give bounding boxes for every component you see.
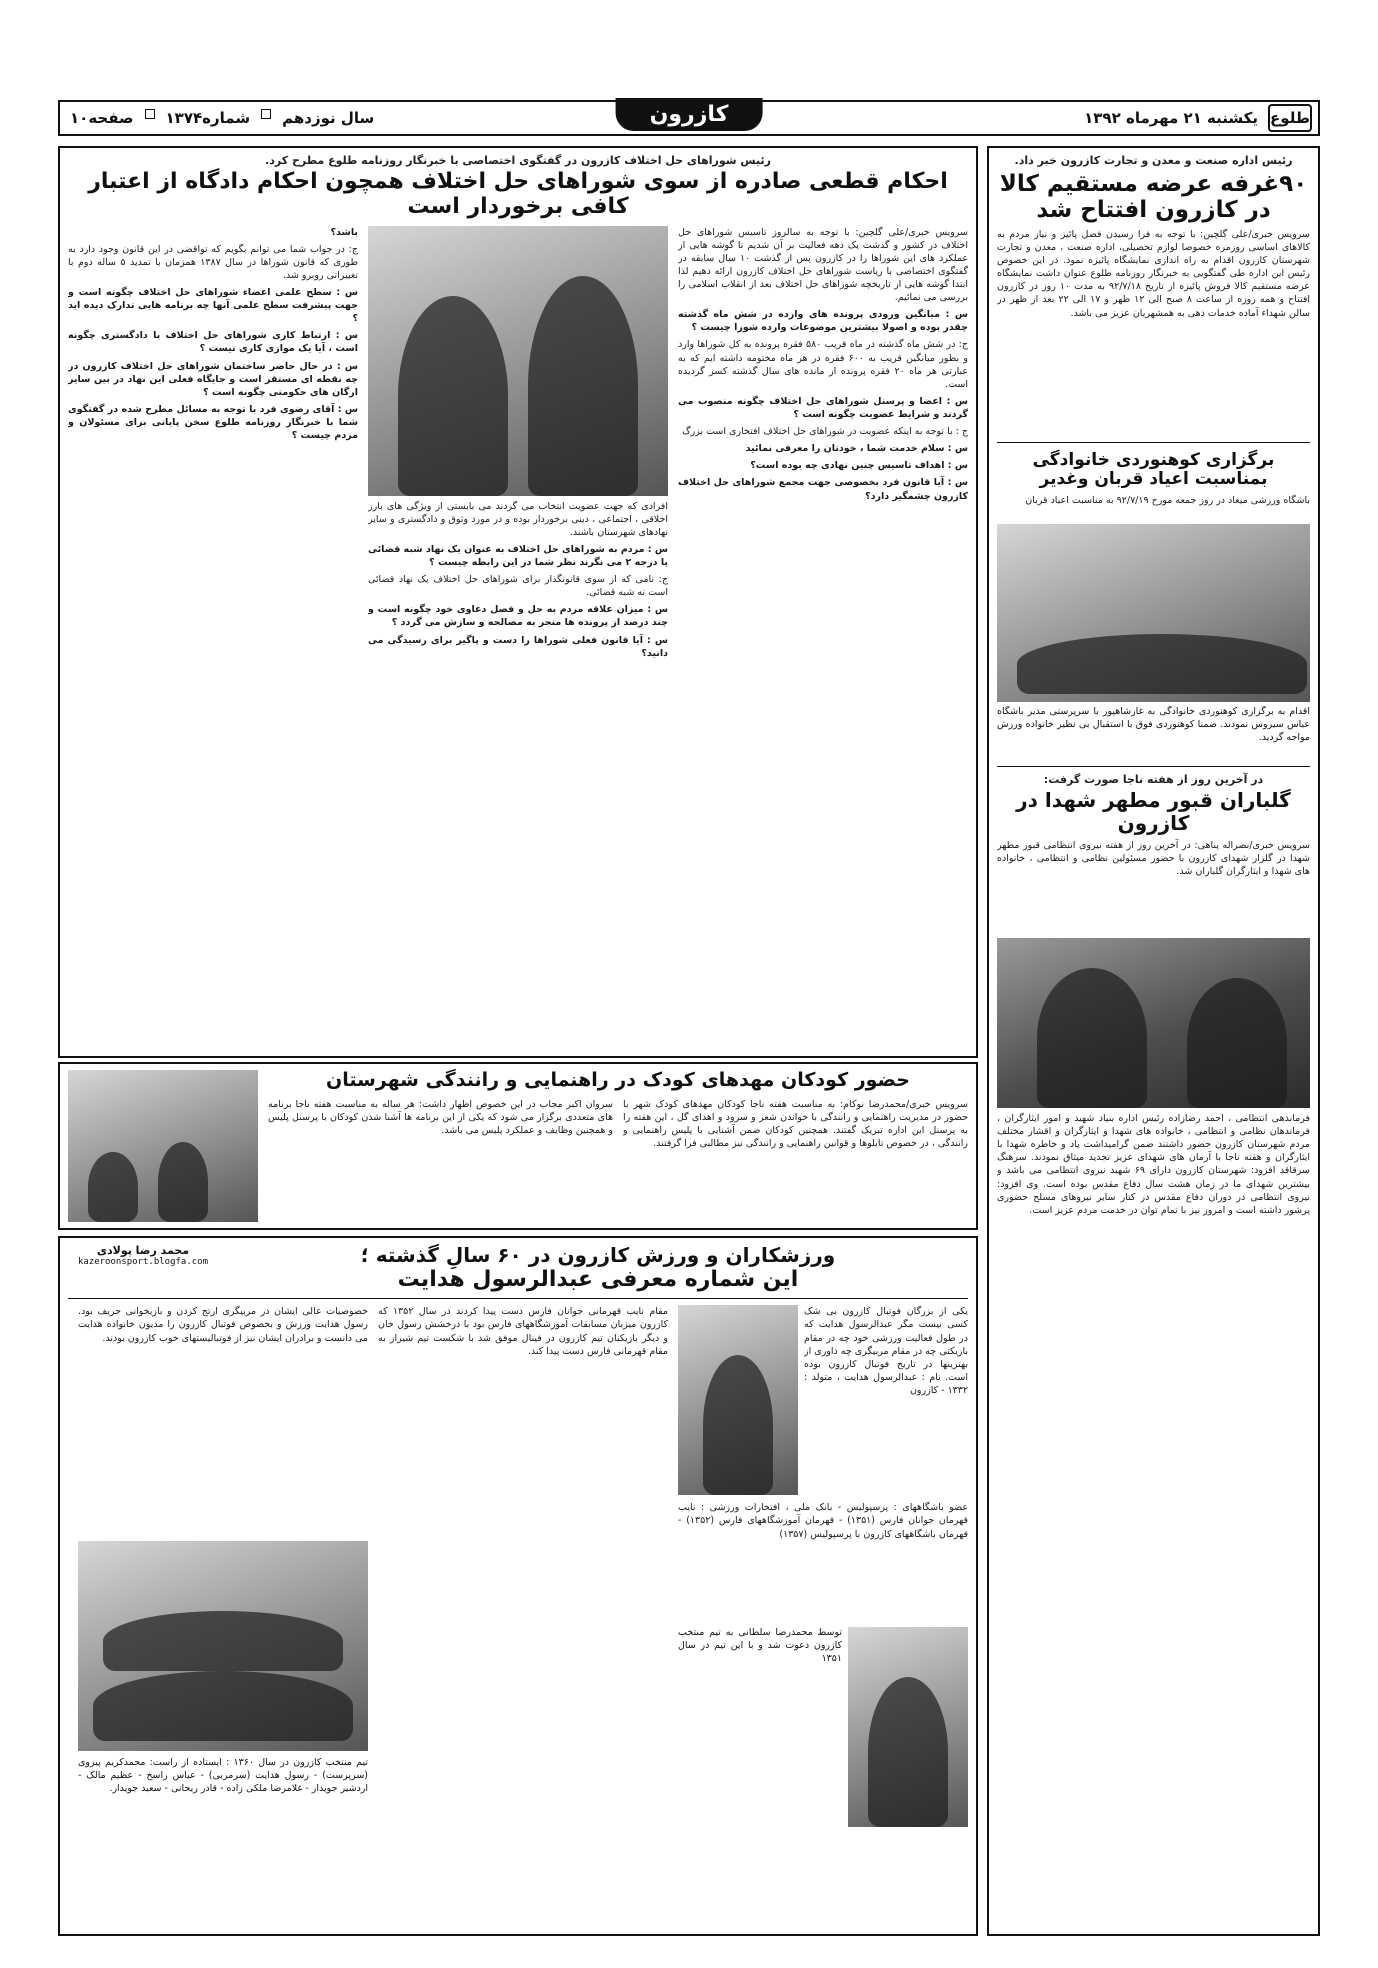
interview-answer: ج : با توجه به اینکه عضویت در شوراهای حل اختلاف افتخاری است بزرگ bbox=[682, 426, 968, 438]
hedayat-young-photo bbox=[848, 1627, 968, 1827]
logo-text: طلوع bbox=[1270, 109, 1310, 127]
kids-headline: حضور کودکان مهدهای کودک در راهنمایی و رانندگی شهرستان bbox=[326, 1069, 910, 1091]
interview-question: س : میزان علاقه مردم به حل و فصل دعاوی خود چگونه است و چند درصد از پرونده ها منجر به مصالحه و سازش می گردد ؟ bbox=[368, 604, 668, 629]
kids-body-continued: سروان اکبر مجاب در این خصوص اظهار داشت: هر ساله به مناسبت هفته ناجا برنامه های متعددی برگزار می شود که یکی از این برنامه ها آشنا شدن کودکان با پرسنل پلیس و همچنین وظایف و عملکرد پلیس می باشد. bbox=[268, 1098, 613, 1137]
sport-article bbox=[58, 1236, 978, 1936]
sport-headline-2: این شماره معرفی عبدالرسول هدایت bbox=[397, 1267, 799, 1292]
section-title: کازرون bbox=[616, 98, 763, 131]
interview-question: س : سطح علمی اعضاء شوراهای حل اختلاف چگونه است و جهت پیشرفت سطح علمی آنها چه برنامه هایی تدارک دیده اید ؟ bbox=[68, 287, 358, 325]
news3-body-continued: فرماندهی انتظامی ، احمد رضازاده رئیس اداره بنیاد شهید و امور ایثارگران ، فرماندهان نظامی و انتظامی ، خانواده های شهدا و ایثارگران و اقشار مختلف مردم شهرستان کازرون حضور داشتند ضمن گرامیداشت یاد و خاطره شهدا با ایثارگران و هفته ناجا با آرمان های شهدای عزیز تجدید میثاق نمودند. سرهنگ سرقاقد افزود: شهرستان کازرون دارای ۶۹ شهید نیروی انتظامی می باشد و بیشترین شهدای ما در زمان هشت سال دفاع مقدس بوده است. وی افزود: نیروی انتظامی در دوران دفاع مقدس در کنار سایر نیروهای مسلح حضوری پرشور داشته است و امروز نیز با تمام توان در خدمت مردم عزیز است. bbox=[997, 1112, 1310, 1216]
sport-blog-link[interactable]: kazeroonsport.blogfa.com bbox=[77, 1257, 209, 1267]
newspaper-logo bbox=[1268, 104, 1312, 132]
interview-col-3 bbox=[68, 226, 358, 1058]
volume-year: سال نوزدهم bbox=[282, 109, 375, 127]
interview-question: س : در حال حاضر ساختمان شوراهای حل اختلاف کازرون در چه نقطه ای مستقر است و جایگاه فعلی این نهاد در بین سایر ارگان های حکومتی چگونه است ؟ bbox=[68, 360, 358, 398]
news2-body: باشگاه ورزشی میعاد در روز جمعه مورخ ۹۲/۷/۱۹ به مناسبت اعیاد قربان bbox=[1025, 494, 1310, 506]
masthead-left bbox=[60, 109, 374, 127]
interview-photo bbox=[368, 226, 668, 496]
interview-question: س : ارتباط کاری شوراهای حل اختلاف با دادگستری چگونه است ، آیا یک موازی کاری نیست ؟ bbox=[68, 330, 358, 355]
sport-byline bbox=[68, 1244, 218, 1267]
square-bullet-icon bbox=[145, 109, 155, 119]
news2-caption: اقدام به برگزاری کوهنوردی خانوادگی به غارشاهپور با سرپرستی مدیر باشگاه عباس سیروس نمودند. ضمنا کوهنوردی فوق با استقبال بی نظیر خانواده ورزش مواجه گردید. bbox=[997, 705, 1310, 743]
interview-headline: احکام قطعی صادره از سوی شوراهای حل اختلاف همچون احکام دادگاه از اعتبار کافی برخوردار است bbox=[88, 169, 948, 220]
news-martyrs bbox=[997, 773, 1310, 1832]
issue-date: یکشنبه ۲۱ مهرماه ۱۳۹۲ bbox=[1084, 109, 1258, 127]
interview-answer: ج: در شش ماه گذشته در ماه قریب ۵۸۰ فقره پرونده به کل شوراها وارد و بطور میانگین قریب به ۶۰۰ فقره در هر ماه مختومه داشته ایم که به عبارتی هر ماه ۲۰ فقره پرونده از مانده های سال گذشته کسر گردیده است. bbox=[678, 339, 968, 390]
sport-col-1 bbox=[678, 1305, 968, 1915]
page-number: صفحه۱۰ bbox=[70, 109, 134, 127]
news1-body: سرویس خبری/علی گلچین: با توجه به فرا رسیدن فصل پائیز و نیاز مردم به کالاهای اساسی روزمره خصوصا لوازم تحصیلی، اداره صنعت ، معدن و تجارت شهرستان کازرون اقدام به راه اندازی نمایشگاه پائیزه نمود. در این خصوص رئیس این اداره طی گفتگویی به خبرنگار روزنامه طلوع عنوان داشت نمایشگاه عرضه مستقیم کالا فروش پائیزه از تاریخ ۹۲/۷/۱۸ به مدت ۱۰ روز در کازرون افتتاح و همه روزه از ساعت ۸ صبح الی ۱۲ ظهر و ۱۷ الی ۲۲ بعد از ظهر در سالن شهداء آماده خدمات دهی به همشهریان عزیز می باشد. bbox=[997, 228, 1310, 319]
news-mountaineering bbox=[997, 449, 1310, 767]
kids-article bbox=[58, 1062, 978, 1230]
masthead-right bbox=[1084, 104, 1318, 132]
sport-body-intro: یکی از بزرگان فوتبال کازرون بی شک کسی نیست مگر عبدالرسول هدایت که در طول فعالیت ورزشی خود چه در مقام بازیکنی چه در مقام مربیگری چه داوری از بهترینها در تاریخ فوتبال کازرون بوده است. نام : عبدالرسول هدایت ، متولد : ۱۳۳۲ - کازرون bbox=[804, 1306, 968, 1396]
interview-col-1 bbox=[678, 226, 968, 1058]
sport-col-2 bbox=[378, 1305, 668, 1915]
interview-answer: ج: در جواب شما می توانم بگویم که تواقضی در این قانون وجود دارد به طوری که قانون شوراها در سال ۱۳۸۷ همزمان با تمدید ۵ ساله دوم با تغییراتی روبرو شد. bbox=[68, 243, 358, 281]
issue-number: شماره۱۳۷۴ bbox=[165, 109, 251, 127]
sport-body-history: مقام نایب قهرمانی جوانان فارس دست پیدا کردند در سال ۱۳۵۲ که کازرون میزبان مسابقات آموزشگاههای فارس بود با درخشش رسول خان و دیگر بازیکنان تیم کازرون در فینال موفق شد با شکست تیم شیراز به مقام قهرمانی فارس دست پیدا کند. bbox=[378, 1306, 668, 1357]
interview-intro: سرویس خبری/علی گلچین: با توجه به سالروز تاسیس شوراهای حل اختلاف در کشور و گذشت یک دهه فعالیت بر آن شدیم تا گوشه هایی از عملکرد های این شوراها را در کازرون پس از گذشت ۱۰ سال سابقه در گفتگوی اختصاصی با ریاست شوراهای حل اختلاف کازرون ارائه دهیم لذا ابتدا گوشه هایی از تاریخچه شوراهای حل اختلاف بعد از انقلاب اسلامی را بررسی می نمائیم. bbox=[678, 226, 968, 304]
sport-bottom-caption: توسط محمدرضا سلطانی به تیم منتخب کازرون دعوت شد و با این تیم در سال ۱۳۵۱ bbox=[678, 1627, 842, 1664]
interview-question: س : آقای رضوی فرد با توجه به مسائل مطرح شده در گفتگوی شما با خبرنگار روزنامه طلوع سخن پایانی برای مسئولان و مردم چیست ؟ bbox=[68, 403, 358, 442]
sport-teams: عضو باشگاههای : پرسپولیس - بانک ملی ، افتخارات ورزشی : نایب قهرمان جوانان فارس (۱۳۵۱) - قهرمان آموزشگاههای فارس (۱۳۵۲) - قهرمان باشگاههای کازرون با پرسپولیس (۱۳۵۷) bbox=[678, 1502, 968, 1540]
interview-question: س : آیا قانون فعلی شوراها را دست و پاگیر برای رسیدگی می دانید؟ bbox=[368, 634, 668, 659]
mountain-group-photo bbox=[997, 524, 1310, 702]
news3-kicker: در آخرین روز از هفته ناجا صورت گرفت: bbox=[1043, 772, 1264, 786]
interview-question: س : آیا قانون فرد بخصوصی جهت مجمع شوراهای حل اختلاف کازرون چشمگیر دارد؟ bbox=[678, 477, 968, 502]
sport-body-traits: خصوصیات عالی ایشان در مربیگری ارتج کردن و بازیخوانی حریف بود. رسول هدایت ورزش و بخصوص فوتبال کازرون را مدیون خانواده هدایت می دانست و برادران ایشان نیز از فوتبالیستهای خوب کازرون بودند. bbox=[78, 1306, 368, 1344]
sport-col-3 bbox=[78, 1305, 368, 1915]
news2-headline: برگزاری کوهنوردی خانوادگی بمناسبت اعیاد قربان وغدیر bbox=[1032, 449, 1275, 490]
interview-question: س : میانگین ورودی پرونده های وارده در شش ماه گذشته چقدر بوده و اصولا بیشترین موضوعات وارده شورا چیست ؟ bbox=[678, 309, 968, 334]
team-1360-photo bbox=[78, 1541, 368, 1751]
news1-kicker: رئیس اداره صنعت و معدن و تجارت کازرون خبر داد. bbox=[1014, 154, 1293, 167]
sidebar-news bbox=[987, 146, 1320, 1936]
news3-headline: گلباران قبور مطهر شهدا در کازرون bbox=[1016, 787, 1291, 835]
news-exhibition bbox=[997, 154, 1310, 443]
interview-article bbox=[58, 146, 978, 1058]
interview-question: س : اهداف تاسیس چنین نهادی چه بوده است؟ bbox=[750, 460, 968, 472]
sport-author: محمد رضا پولادی bbox=[96, 1244, 190, 1257]
officials-photo bbox=[997, 938, 1310, 1108]
interview-question: س : اعضا و پرسنل شوراهای حل اختلاف چگونه منصوب می گردند و شرایط عضویت چگونه است ؟ bbox=[678, 395, 968, 421]
news3-body: سرویس خبری/نصراله پناهی: در آخرین روز از هفته نیروی انتظامی قبور مطهر شهدا در گلزار شهدای کازرون با حضور مسئولین نظامی و انتظامی ، خانواده های شهدا و ایثارگران گلباران شد. bbox=[997, 839, 1310, 878]
hedayat-portrait-photo bbox=[678, 1305, 798, 1495]
interview-col-2 bbox=[368, 226, 668, 1058]
interview-question: س : مردم به شوراهای حل اختلاف به عنوان یک نهاد شبه قضائی یا درجه ۲ می نگرند نظر شما در این رابطه چیست ؟ bbox=[368, 543, 668, 569]
masthead bbox=[58, 100, 1320, 136]
interview-answer: ج: نامی که از سوی قانونگذار برای شوراهای حل اختلاف یک نهاد قضائی است نه شبه قضائی. bbox=[368, 574, 668, 599]
interview-kicker: رئیس شوراهای حل اختلاف کازرون در گفتگوی اختصاصی با خبرنگار روزنامه طلوع مطرح کرد. bbox=[265, 154, 771, 167]
interview-col2-text: افرادی که جهت عضویت انتخاب می گردند می بایستی از ویژگی های بارز اخلاقی ، اجتماعی ، دینی برخوردار بوده و در مورد وثوق و دادگستری و سایر نهادهای شهرستان باشند. bbox=[368, 500, 668, 538]
team-photo-caption: تیم منتخب کازرون در سال ۱۳۶۰ : ایستاده از راست: محمدکریم پیروی (سرپرست) - رسول هدایت (سرمربی) - عباس راسخ - عظیم مالک - اردشیر جویدار - غلامرضا ملکی زاده - قادر ریحانی - سعید جویدار. bbox=[78, 1757, 368, 1794]
interview-question: باشد؟ bbox=[330, 226, 358, 238]
square-bullet-icon bbox=[261, 109, 271, 119]
kids-body: سرویس خبری/محمدرضا نوکام: به مناسبت هفته ناجا کودکان مهدهای کودک شهر با حضور در مدیریت راهنمایی و رانندگی با خواندن شعر و سرود و اهدای گل ، این هفته را به پرسنل این اداره تبریک گفتند. همچنین کودکان ضمن آشنایی با پلیس راهنمایی و رانندگی ، در خصوص تابلوها و قوانین راهنمایی و رانندگی نیز مطالبی فرا گرفتند. bbox=[623, 1098, 968, 1150]
kids-photo bbox=[68, 1070, 258, 1222]
interview-question: س : سلام خدمت شما ، خودتان را معرفی نمائید bbox=[745, 443, 968, 455]
sport-headline-1: ورزشکاران و ورزش کازرون در ۶۰ سالِ گذشته ؛ bbox=[360, 1243, 836, 1267]
news1-headline: ۹۰غرفه عرضه مستقیم کالا در کازرون افتتاح شد bbox=[999, 171, 1308, 224]
